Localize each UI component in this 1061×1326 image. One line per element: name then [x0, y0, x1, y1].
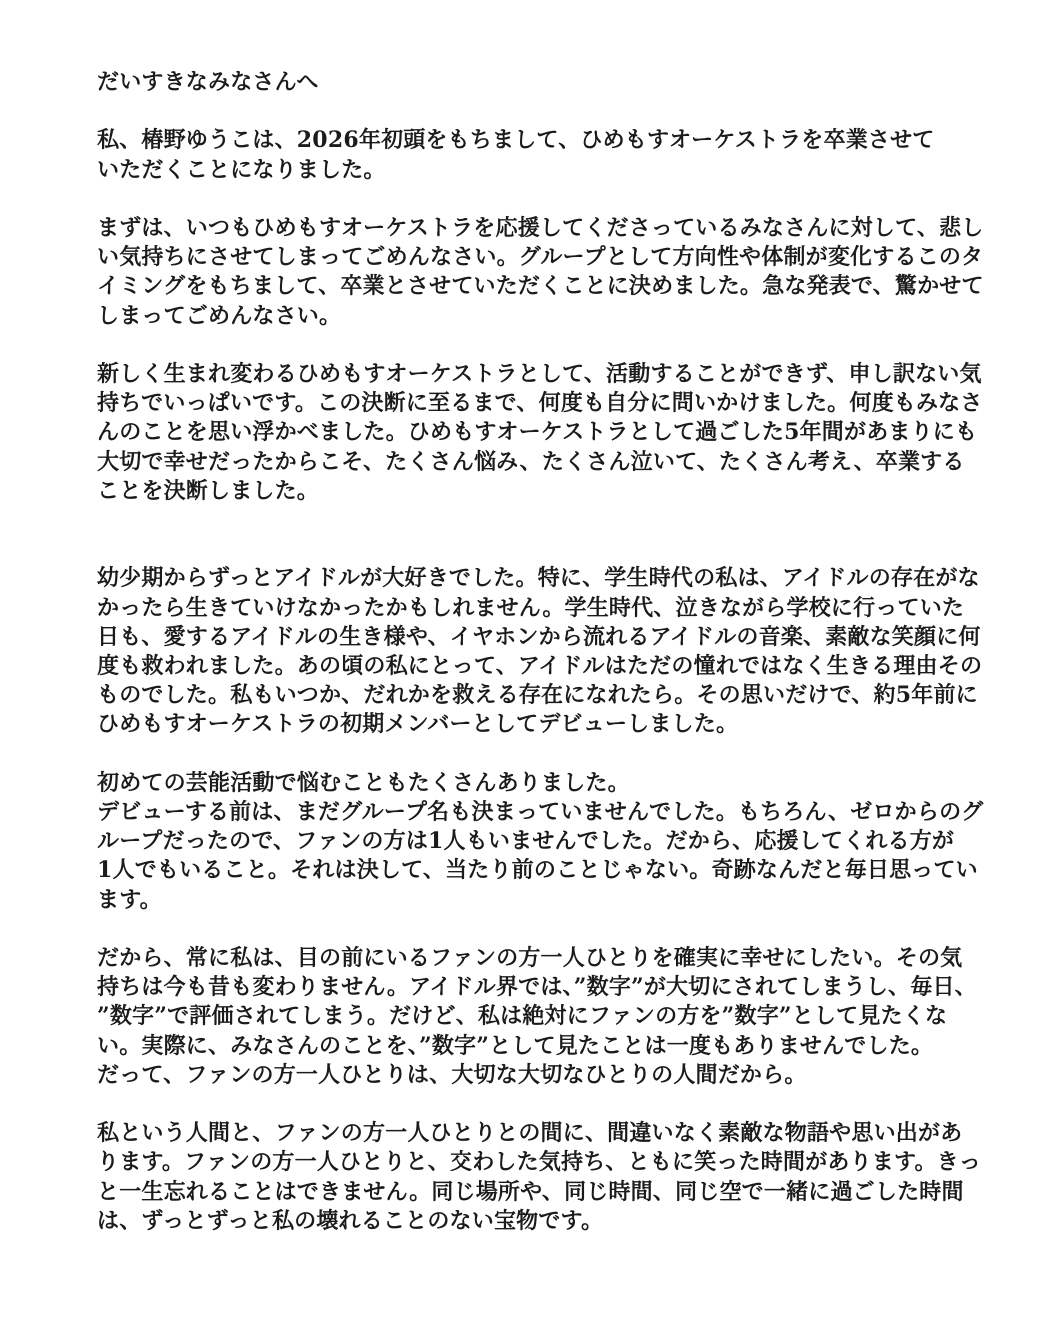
letter-line: かったら生きていけなかったかもしれません。学生時代、泣きながら学校に行っていた — [97, 594, 965, 621]
letter-line: デビューする前は、まだグループ名も決まっていませんでした。もちろん、ゼロからのグ — [97, 799, 984, 825]
letter-line: 1人でもいること。それは決して、当たり前のことじゃない。奇跡なんだと毎日思ってい — [97, 857, 978, 884]
letter-line: ものでした。私もいつか、だれかを救える存在になれたら。その思いだけで、約5年前に — [97, 682, 978, 709]
letter-line: と一生忘れることはできません。同じ場所や、同じ時間、同じ空で一緒に過ごした時間 — [97, 1178, 964, 1205]
letter-line: しまってごめんなさい。 — [97, 302, 342, 329]
letter-paragraph — [97, 564, 993, 739]
letter-line: 新しく生まれ変わるひめもすオーケストラとして、活動することができず、申し訳ない気 — [97, 360, 982, 387]
letter-line: ことを決断しました。 — [97, 477, 320, 504]
letter-line: ”数字”で評価されてしまう。だけど、私は絶対にファンの方を”数字”として見たくな — [97, 1003, 948, 1030]
letter-line: 大切で幸せだったからこそ、たくさん悩み、たくさん泣いて、たくさん考え、卒業する — [97, 448, 965, 475]
letter-line: 初めての芸能活動で悩むこともたくさんありました。 — [97, 769, 630, 796]
letter-paragraph — [97, 769, 993, 915]
letter-line: ます。 — [97, 886, 162, 913]
letter-paragraph — [97, 1119, 993, 1236]
letter-line: 持ちは今も昔も変わりません。アイドル界では、”数字”が大切にされてしまうし、毎日、 — [97, 974, 977, 1001]
letter-line: ひめもすオーケストラの初期メンバーとしてデビューしました。 — [97, 711, 739, 738]
letter-document — [97, 68, 993, 1236]
letter-line: いただくことになりました。 — [97, 156, 386, 183]
letter-line: 度も救われました。あの頃の私にとって、アイドルはただの憧れではなく生きる理由その — [97, 653, 983, 679]
letter-line: 幼少期からずっとアイドルが大好きでした。特に、学生時代の私は、アイドルの存在がな — [97, 565, 980, 592]
letter-paragraph — [97, 360, 993, 506]
letter-line: 私、椿野ゆうこは、2026年初頭をもちまして、ひめもすオーケストラを卒業させて — [97, 127, 935, 154]
letter-line: 私という人間と、ファンの方一人ひとりとの間に、間違いなく素敵な物語や思い出があ — [97, 1120, 963, 1147]
letter-line: イミングをもちまして、卒業とさせていただくことに決めました。急な発表で、驚かせて — [97, 273, 984, 300]
letter-line: は、ずっとずっと私の壊れることのない宝物です。 — [97, 1207, 604, 1234]
letter-line: ループだったので、ファンの方は1人もいませんでした。だから、応援してくれる方が — [97, 828, 955, 855]
letter-line: ります。ファンの方一人ひとりと、交わした気持ち、ともに笑った時間があります。きっ — [97, 1149, 982, 1176]
letter-line: だいすきなみなさんへ — [97, 69, 319, 95]
letter-line: だって、ファンの方一人ひとりは、大切な大切なひとりの人間だから。 — [97, 1061, 807, 1088]
letter-line: まずは、いつもひめもすオーケストラを応援してくださっているみなさんに対して、悲し — [97, 214, 984, 241]
letter-salutation — [97, 68, 993, 97]
letter-line: い。実際に、みなさんのことを、”数字”として見たことは一度もありませんでした。 — [97, 1032, 934, 1059]
letter-line: だから、常に私は、目の前にいるファンの方一人ひとりを確実に幸せにしたい。その気 — [97, 945, 963, 971]
letter-line: 持ちでいっぱいです。この決断に至るまで、何度も自分に問いかけました。何度もみなさ — [97, 390, 983, 417]
letter-line: 日も、愛するアイドルの生き様や、イヤホンから流れるアイドルの音楽、素敵な笑顔に何 — [97, 623, 981, 650]
letter-line: んのことを思い浮かべました。ひめもすオーケストラとして過ごした5年間があまりにも — [97, 419, 978, 446]
letter-paragraph — [97, 944, 993, 1090]
letter-paragraph — [97, 214, 993, 331]
letter-paragraph — [97, 126, 993, 184]
letter-line: い気持ちにさせてしまってごめんなさい。グループとして方向性や体制が変化するこのタ — [97, 244, 984, 271]
